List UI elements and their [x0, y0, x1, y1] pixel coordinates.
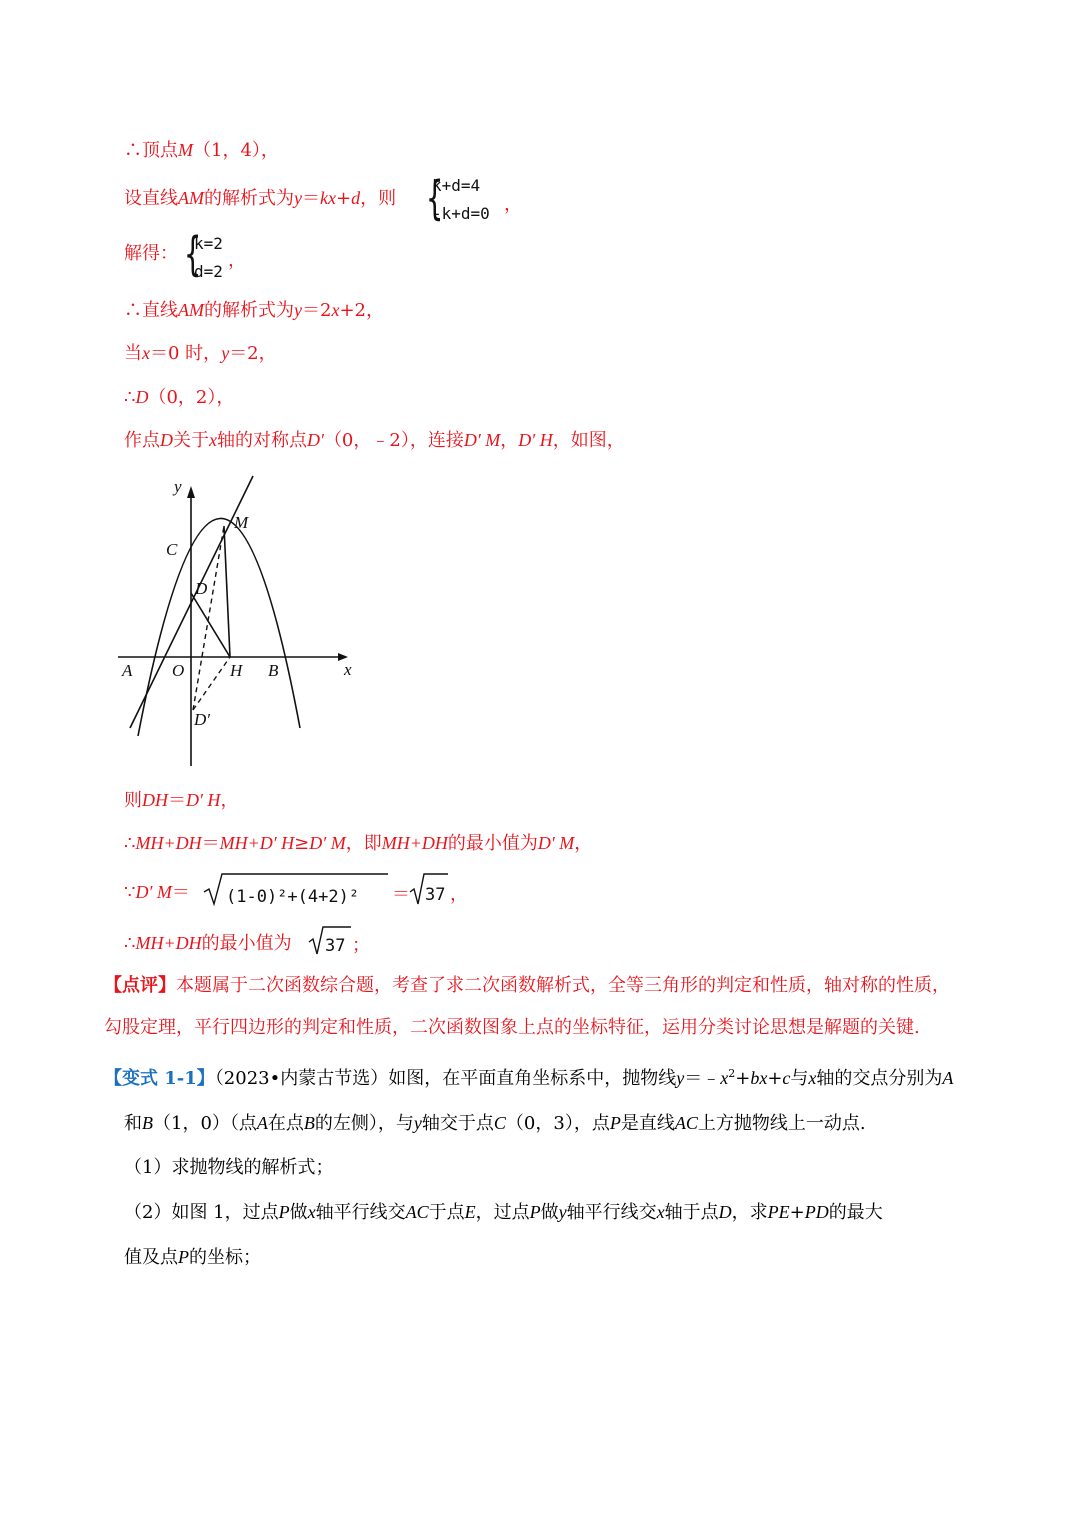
text: AM — [178, 300, 204, 320]
text: 的左侧），与 — [314, 1113, 414, 1134]
text: 的坐标； — [189, 1247, 261, 1268]
text: ＝ — [302, 188, 320, 209]
question-2 — [104, 1190, 994, 1235]
text: A — [256, 1113, 268, 1133]
text: 轴于点 — [664, 1202, 719, 1223]
solution-line-vertex — [124, 138, 279, 163]
text: ＝2， — [229, 343, 277, 364]
text: ，如图， — [552, 430, 625, 451]
text: 轴的对称点 — [217, 430, 307, 451]
system-brace: { — [425, 171, 444, 225]
text: ∴ — [124, 387, 136, 408]
text: （2）如图 1，过点 — [124, 1202, 279, 1223]
punctuation: ， — [450, 884, 468, 905]
text: 的最小值为 — [447, 833, 538, 854]
system-brace: { — [183, 227, 202, 281]
segment-dph — [193, 657, 230, 710]
text: y — [558, 1202, 567, 1222]
segment-mh — [224, 526, 230, 657]
label-m: M — [234, 513, 249, 532]
text: ∴顶点 — [124, 140, 178, 161]
radicand: (1-0)²+(4+2)² — [226, 887, 360, 907]
radicand: 37 — [425, 885, 446, 905]
text: B — [142, 1113, 153, 1133]
text: y — [413, 1113, 422, 1133]
text: 的解析式为 — [204, 300, 294, 321]
text: 的解析式为 — [204, 188, 294, 209]
text: 和 — [124, 1113, 142, 1134]
text: ＝ — [171, 882, 190, 903]
text: （1）求抛物线的解析式； — [124, 1157, 334, 1178]
text: 轴交于点 — [421, 1113, 494, 1134]
text: 关于 — [173, 430, 209, 451]
text: P — [178, 1247, 189, 1267]
text: y — [221, 343, 230, 363]
text: MH+DH — [381, 833, 448, 853]
variant-line — [104, 1052, 994, 1101]
text: 2 — [728, 1067, 736, 1080]
text: PD — [804, 1202, 829, 1222]
text: 如图，在平面直角坐标系中，抛物线 — [388, 1068, 677, 1089]
text: D′ M — [135, 882, 172, 902]
text: ＝0 时， — [150, 343, 222, 364]
text: 做 — [540, 1202, 559, 1223]
solution-system-line: d=2 — [194, 262, 223, 281]
text: x — [331, 300, 340, 320]
solution-line-x0 — [124, 341, 277, 366]
equation-system-line: k+d=4 — [432, 176, 481, 195]
solution-system-line: k=2 — [194, 234, 223, 253]
text: ＝ — [168, 790, 186, 811]
text: 解得： — [124, 243, 178, 264]
text: x — [656, 1202, 665, 1222]
text: 与 — [790, 1068, 809, 1089]
y-axis-arrow-icon — [187, 486, 195, 498]
text: kx — [320, 188, 336, 208]
text: ， — [574, 833, 593, 854]
equation-system-line: -k+d=0 — [432, 204, 490, 223]
text: ＝﹣ — [684, 1068, 721, 1089]
text: MH+DH — [135, 833, 202, 853]
text: x — [209, 430, 217, 450]
text: P — [529, 1202, 541, 1222]
label-b: B — [268, 661, 279, 680]
variant-problem — [104, 1052, 994, 1280]
text: 值及点 — [124, 1247, 178, 1268]
text: c — [782, 1068, 791, 1088]
text: 轴平行线交 — [315, 1202, 406, 1223]
text: DH — [142, 790, 168, 810]
text: （2023•内蒙古节选） — [214, 1068, 389, 1089]
parabola-figure — [118, 470, 368, 770]
text: 的最小值为 — [201, 933, 292, 954]
text: x — [808, 1068, 817, 1088]
text: 于点 — [428, 1202, 465, 1223]
label-h: H — [230, 661, 243, 680]
text: ，过点 — [475, 1202, 530, 1223]
text: ， — [500, 430, 519, 451]
text: （1，4）， — [193, 140, 279, 161]
text: 勾股定理，平行四边形的判定和性质，二次函数图象上点的坐标特征，运用分类讨论思想是解题的关键. — [104, 1017, 920, 1038]
text: （0，﹣2），连接 — [323, 430, 464, 451]
text: +2， — [339, 300, 384, 321]
text: x — [307, 1202, 316, 1222]
text: 本题属于二次函数综合题，考查了求二次函数解析式，全等三角形的判定和性质，轴对称的性质， — [176, 975, 950, 996]
text: y — [294, 300, 302, 320]
text: D′ — [307, 430, 324, 450]
label-o: O — [172, 661, 185, 680]
text: + — [789, 1202, 805, 1223]
punctuation: ， — [504, 194, 522, 215]
solution-line-solved — [124, 242, 178, 266]
text: （0，3），点 — [505, 1113, 610, 1134]
text: ，即 — [345, 833, 382, 854]
solution-line-dh-eq — [124, 788, 238, 813]
text: D′ M — [537, 833, 575, 853]
text: D — [135, 387, 149, 407]
text: 做 — [289, 1202, 308, 1223]
text: MH+DH — [135, 933, 202, 953]
label-x: x — [344, 660, 352, 679]
punctuation: ， — [228, 250, 246, 271]
text: d — [351, 188, 361, 208]
text: y — [294, 188, 302, 208]
text: 设直线 — [124, 188, 178, 209]
question-2-cont — [104, 1235, 994, 1280]
text: x — [142, 343, 150, 363]
solution-line-distance — [124, 880, 190, 905]
comment-line — [104, 965, 994, 1007]
segment-dpm — [193, 526, 224, 710]
text: 上方抛物线上一动点. — [697, 1113, 866, 1134]
text: + — [735, 1068, 751, 1089]
text: （0，2）， — [148, 387, 235, 408]
text: A — [942, 1068, 954, 1088]
text: AM — [178, 188, 204, 208]
solution-line-min — [124, 831, 592, 856]
radical-expression — [202, 870, 452, 910]
text: 的最大 — [828, 1202, 883, 1223]
text: D — [160, 430, 173, 450]
text: D′ H — [518, 430, 553, 450]
text: E — [464, 1202, 476, 1222]
text: ∴ — [124, 933, 136, 954]
text: 轴平行线交 — [566, 1202, 657, 1223]
text: MH+D′ H — [219, 833, 295, 853]
text: ∵ — [124, 882, 136, 903]
variant-line — [104, 1101, 994, 1146]
text: ＝ — [201, 833, 220, 854]
text: + — [335, 188, 352, 209]
label-d-prime: D′ — [194, 710, 210, 729]
text: 作点 — [124, 430, 160, 451]
radicand: 37 — [325, 936, 346, 956]
text: M — [178, 140, 193, 160]
variant-tag: 【变式 1-1】 — [104, 1068, 215, 1089]
text: C — [493, 1113, 506, 1133]
solution-line-reflect — [124, 428, 625, 453]
solution-line-d — [124, 385, 234, 410]
radical-expression — [307, 924, 355, 958]
text: D′ H — [186, 790, 221, 810]
text: ＝2 — [302, 300, 332, 321]
text: 轴的交点分别为 — [816, 1068, 943, 1089]
text: ∴ — [124, 833, 136, 854]
text: ，求 — [731, 1202, 768, 1223]
text: y — [676, 1068, 685, 1088]
label-y: y — [174, 477, 182, 496]
parabola-curve — [138, 518, 300, 736]
text: bx — [750, 1068, 768, 1088]
text: ≥ — [294, 833, 310, 854]
text: （1，0）（点 — [153, 1113, 257, 1134]
text: ，则 — [360, 188, 397, 209]
text: + — [767, 1068, 783, 1089]
label-c: C — [166, 540, 178, 559]
text: 在点 — [267, 1113, 304, 1134]
text: ， — [220, 790, 239, 811]
text: AC — [405, 1202, 429, 1222]
equals: ＝ — [392, 884, 410, 905]
label-d: D — [195, 579, 208, 598]
text: AC — [674, 1113, 698, 1133]
text: x — [720, 1068, 729, 1088]
text: PE — [767, 1202, 790, 1222]
comment-paragraph — [104, 965, 994, 1049]
text: 是直线 — [620, 1113, 675, 1134]
text: ∴直线 — [124, 300, 178, 321]
solution-line-setup — [124, 186, 396, 211]
text: P — [278, 1202, 290, 1222]
label-a: A — [122, 661, 133, 680]
text: B — [303, 1113, 315, 1133]
text: 当 — [124, 343, 142, 364]
text: D — [718, 1202, 732, 1222]
solution-line-result — [124, 931, 292, 956]
punctuation: ； — [352, 935, 370, 956]
solution-line-am — [124, 298, 384, 323]
comment-tag: 【点评】 — [104, 975, 176, 996]
text: D′ M — [463, 430, 501, 450]
comment-line — [104, 1007, 994, 1049]
text: P — [609, 1113, 621, 1133]
text: D′ M — [309, 833, 346, 853]
text: 则 — [124, 790, 142, 811]
question-1 — [104, 1146, 994, 1190]
